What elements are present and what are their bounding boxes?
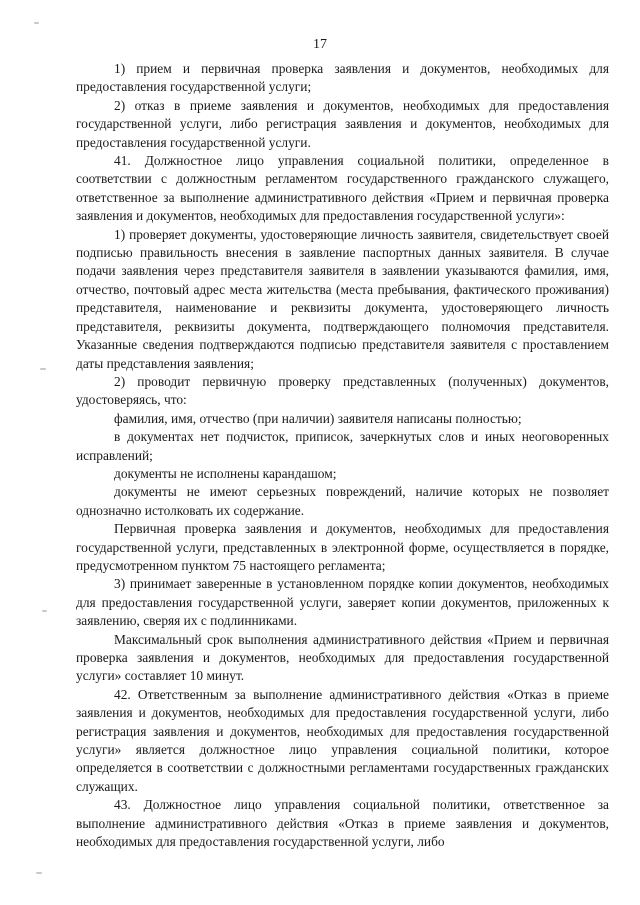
document-body	[76, 60, 609, 851]
paragraph: документы не имеют серьезных повреждений, наличие которых не позволяет однозначно истолковать их содержание.	[76, 484, 609, 518]
scan-speck	[36, 872, 42, 874]
scan-speck	[34, 22, 39, 24]
paragraph: Максимальный срок выполнения административного действия «Прием и первичная проверка заявления и документов, необходимых для предоставления государственной услуги» составляет 10 минут.	[76, 631, 609, 684]
scan-speck	[42, 610, 47, 612]
scan-speck	[40, 368, 46, 370]
paragraph: фамилия, имя, отчество (при наличии) заявителя написаны полностью;	[114, 410, 522, 426]
paragraph: 41. Должностное лицо управления социальной политики, определенное в соответствии с должностным регламентом государственного гражданского служащего, ответственное за выполнение административного действия «Прием и первичная проверка заявления и документов, необходимых для предоставления государственной услуги»:	[76, 153, 609, 224]
paragraph: 2) отказ в приеме заявления и документов, необходимых для предоставления государственной услуги, либо регистрация заявления и документов, необходимых для предоставления государственной услуги.	[76, 97, 609, 150]
paragraph: 43. Должностное лицо управления социальной политики, ответственное за выполнение административного действия «Отказ в приеме заявления и документов, необходимых для предоставления государственной услуги, либо	[76, 797, 609, 850]
paragraph: документы не исполнены карандашом;	[114, 465, 337, 481]
paragraph: 3) принимает заверенные в установленном порядке копии документов, необходимых для предоставления государственной услуги, заверяет копии документов, приложенных к заявлению, сверяя их с подлинниками.	[76, 576, 609, 629]
paragraph: 42. Ответственным за выполнение административного действия «Отказ в приеме заявления и документов, необходимых для предоставления государственной услуги, либо регистрация заявления и документов, необходимых для предоставления государственной услуги» является должностное лицо управления социальной политики, которое определяется в соответствии с должностными регламентами государственных гражданских служащих.	[76, 686, 609, 794]
paragraph: 2) проводит первичную проверку представленных (полученных) документов, удостоверяясь, что:	[76, 373, 609, 408]
paragraph: 1) проверяет документы, удостоверяющие личность заявителя, свидетельствует своей подписью правильность внесения в заявление паспортных данных заявителя. В случае подачи заявления через представителя заявителя в заявлении указываются фамилия, имя, отчество, почтовый адрес места жительства (места пребывания, фактического проживания) представителя, наименование и реквизиты документа, удостоверяющего личность представителя, реквизиты документа, подтверждающего полномочия представителя. Указанные сведения подтверждаются подписью представителя заявителя с проставлением даты представления заявления;	[76, 226, 609, 371]
page-number: 17	[313, 37, 327, 52]
paragraph: в документах нет подчисток, приписок, зачеркнутых слов и иных неоговоренных исправлений;	[76, 429, 609, 463]
paragraph: Первичная проверка заявления и документов, необходимых для предоставления государственной услуги, представленных в электронной форме, осуществляется в порядке, предусмотренном пунктом 75 настоящего регламента;	[76, 521, 609, 573]
paragraph: 1) прием и первичная проверка заявления и документов, необходимых для предоставления государственной услуги;	[76, 61, 609, 95]
